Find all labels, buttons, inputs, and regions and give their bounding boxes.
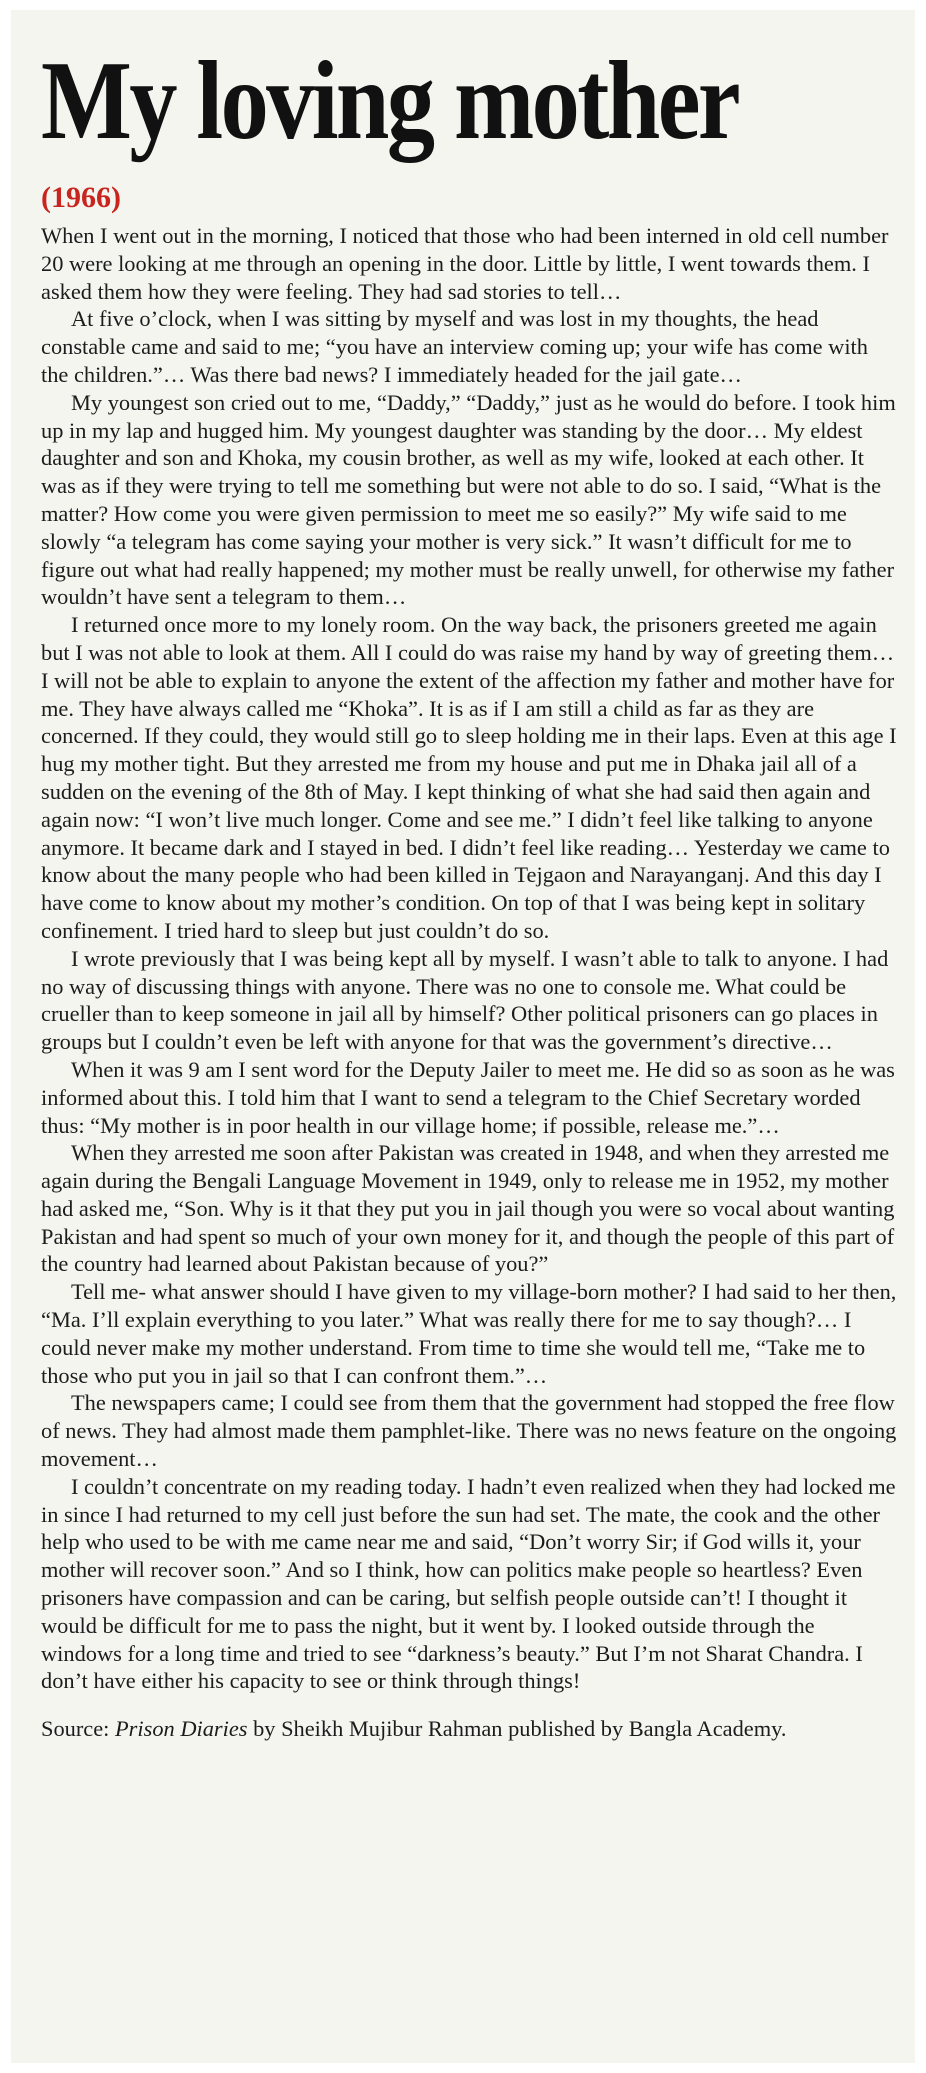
article-title: My loving mother: [41, 39, 739, 163]
paragraph-9: The newspapers came; I could see from them that the government had stopped the free flow of news. They had almost made them pamphlet-like. There was no news feature on the ongoing movement…: [41, 1390, 897, 1472]
paragraph-6: When it was 9 am I sent word for the Deputy Jailer to meet me. He did so as soon as he was informed about this. I told him that I want to send a telegram to the Chief Secretary worded thus: “My mother is in poor health in our village home; if possible, release me.”…: [41, 1056, 895, 1138]
source-prefix: Source:: [41, 1716, 115, 1742]
source-suffix: by Sheikh Mujibur Rahman published by Bangla Academy.: [247, 1716, 787, 1742]
paragraph-2: At five o’clock, when I was sitting by myself and was lost in my thoughts, the head constable came and said to me; “you have an interview coming up; your wife has come with the children.”… Was there bad news? I immediately headed for the jail gate…: [41, 306, 868, 387]
paragraph-5: I wrote previously that I was being kept all by myself. I wasn’t able to talk to anyone. I had no way of discussing things with anyone. There was no one to console me. What could be crueller than to keep someone in jail all by himself? Other political prisoners can go places in groups but I couldn’t even be left with anyone for that was the government’s directive…: [41, 945, 889, 1055]
paragraph-7: When they arrested me soon after Pakistan was created in 1948, and when they arrested me again during the Bengali Language Movement in 1949, only to release me in 1952, my mother had asked me, “Son. Why is it that they put you in jail though you were so vocal about wanting Pakistan and had spent so much of your own money for it, and though the people of this part of the country had learned about Pakistan because of you?”: [41, 1140, 895, 1277]
paragraph-8: Tell me- what answer should I have given to my village-born mother? I had said to her then, “Ma. I’ll explain everything to you later.” What was really there for me to say though?… I could never make my mother understand. From time to time she would tell me, “Take me to those who put you in jail so that I can confront them.”…: [41, 1279, 897, 1388]
paragraph-4: I returned once more to my lonely room. On the way back, the prisoners greeted me again but I was not able to look at them. All I could do was raise my hand by way of greeting them… I will not be able to explain to anyone the extent of the affection my father and mother have for me. They have always called me “Khoka”. It is as if I am still a child as far as they are concerned. If they could, they would still go to sleep holding me in their laps. Even at this age I hug my mother tight. But they arrested me from my house and put me in Dhaka jail all of a sudden on the evening of the 8th of May. I kept thinking of what she had said then again and again now: “I won’t live much longer. Come and see me.” I didn’t feel like talking to anyone anymore. It became dark and I stayed in bed. I didn’t feel like reading… Yesterday we came to know about the many people who had been killed in Tejgaon and Narayanganj. And this day I have come to know about my mother’s condition. On top of that I was being kept in solitary confinement. I tried hard to sleep but just couldn’t do so.: [41, 612, 897, 943]
article-body: [41, 222, 897, 1695]
article-year: (1966): [41, 181, 121, 214]
source-book-title: Prison Diaries: [115, 1716, 248, 1742]
paragraph-10: I couldn’t concentrate on my reading today. I hadn’t even realized when they had locked me in since I had returned to my cell just before the sun had set. The mate, the cook and the other help who used to be with me came near me and said, “Don’t worry Sir; if God wills it, your mother will recover soon.” And so I think, how can politics make people so heartless? Even prisoners have compassion and can be caring, but selfish people outside can’t! I thought it would be difficult for me to pass the night, but it went by. I looked outside through the windows for a long time and tried to see “darkness’s beauty.” But I’m not Sharat Chandra. I don’t have either his capacity to see or think through things!: [41, 1473, 896, 1694]
article-panel: [11, 10, 915, 2063]
paragraph-3: My youngest son cried out to me, “Daddy,” “Daddy,” just as he would do before. I took him up in my lap and hugged him. My youngest daughter was standing by the door… My eldest daughter and son and Khoka, my cousin brother, as well as my wife, looked at each other. It was as if they were trying to tell me something but were not able to do so. I said, “What is the matter? How come you were given permission to meet me so easily?” My wife said to me slowly “a telegram has come saying your mother is very sick.” It wasn’t difficult for me to figure out what had really happened; my mother must be really unwell, for otherwise my father wouldn’t have sent a telegram to them…: [41, 389, 896, 610]
paragraph-1: When I went out in the morning, I noticed that those who had been interned in old cell number 20 were looking at me through an opening in the door. Little by little, I went towards them. I asked them how they were feeling. They had sad stories to tell…: [41, 223, 889, 304]
source-credit: [41, 1715, 897, 1743]
